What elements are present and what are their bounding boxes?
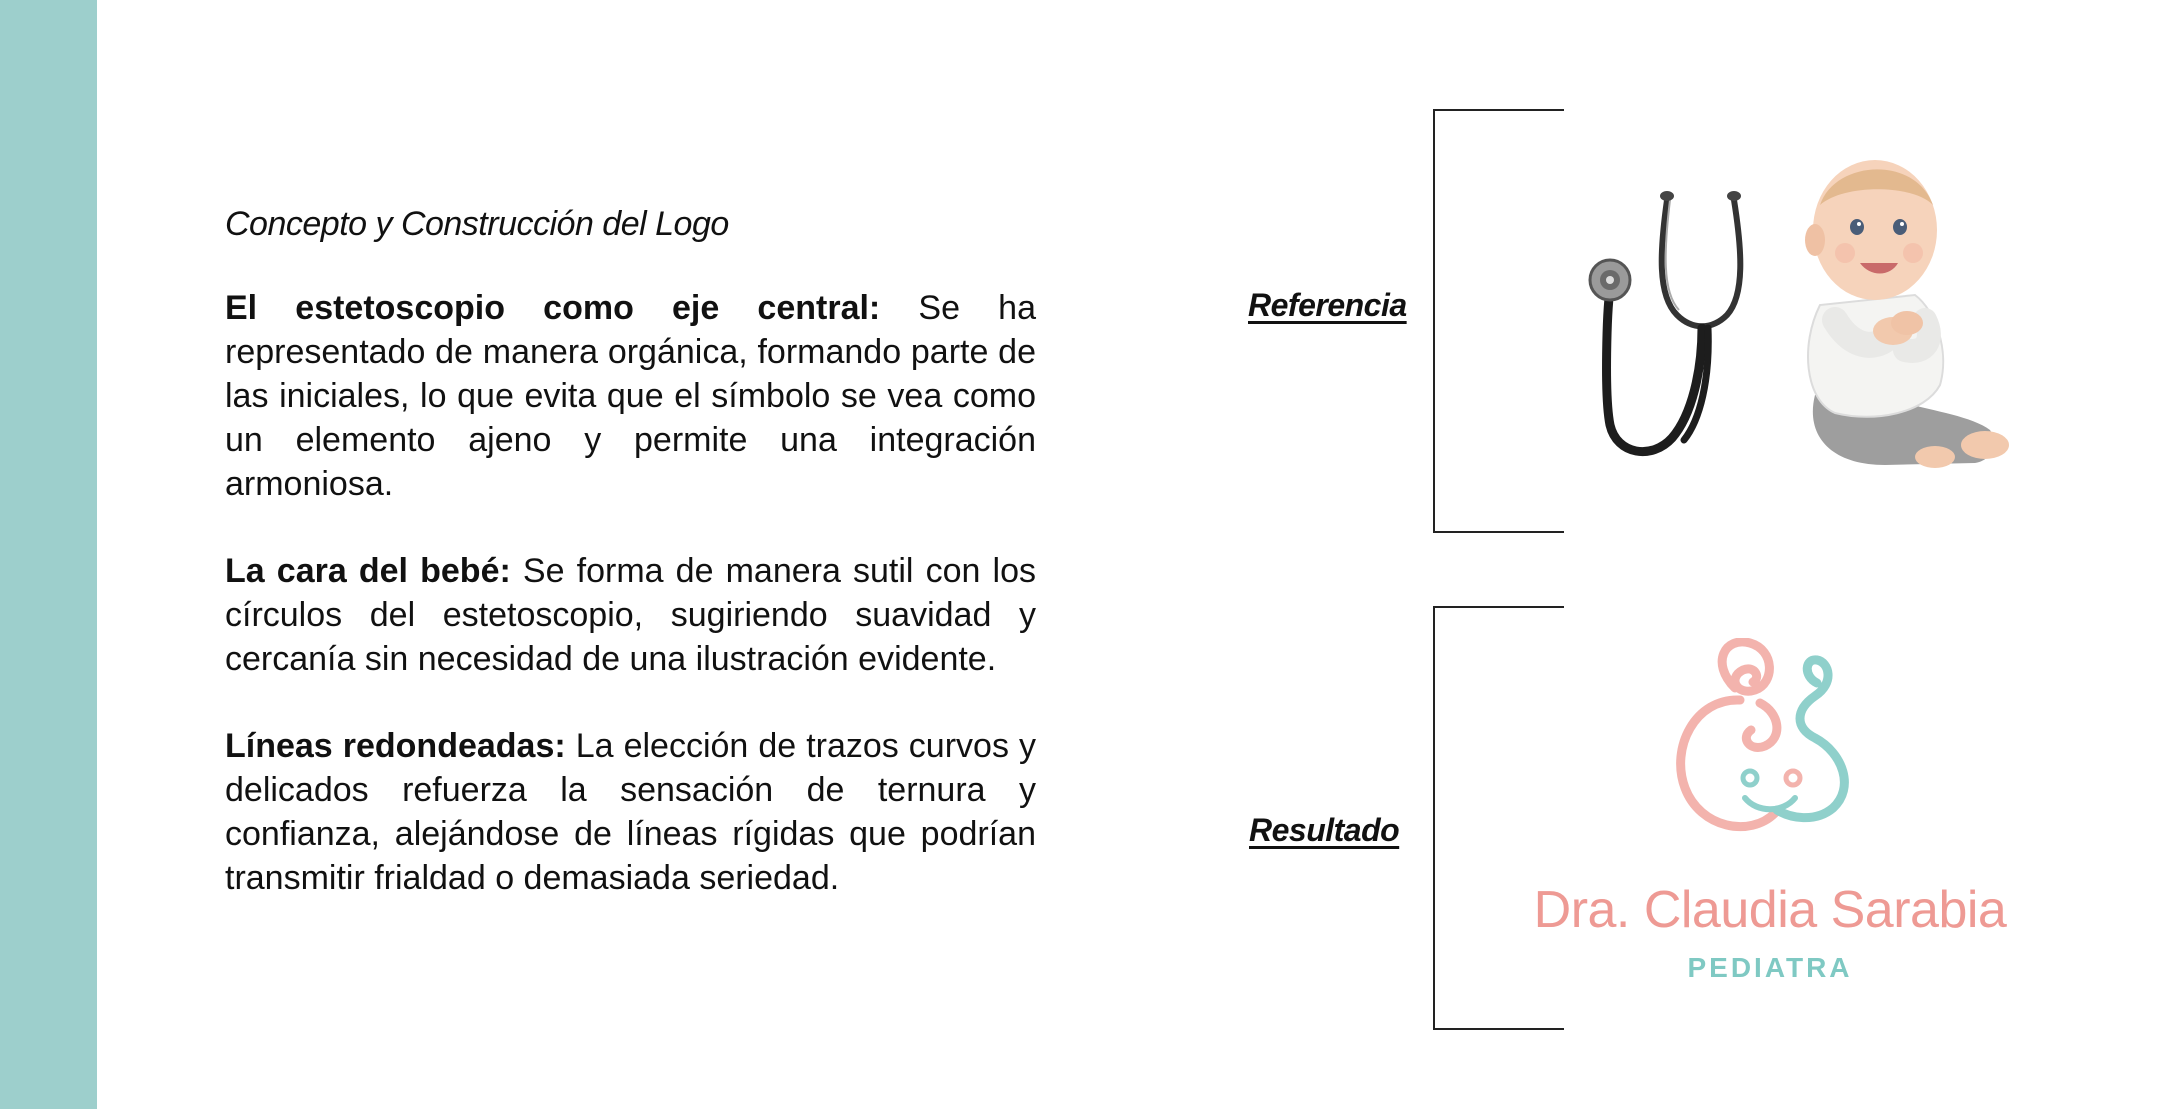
paragraph-body: La elección de trazos curvos y delicados refuerza la sensación de ternura y confianza, alejándose de líneas rígidas que podrían transmitir frialdad o demasiada seriedad. bbox=[225, 727, 1036, 897]
paragraph-baby-face bbox=[225, 549, 1036, 681]
paragraph-stethoscope bbox=[225, 286, 1036, 506]
side-accent-band bbox=[0, 0, 97, 1109]
paragraph-body: Se ha representado de manera orgánica, formando parte de las iniciales, lo que evita que el símbolo se vea como un elemento ajeno y permite una integración armoniosa. bbox=[225, 289, 1036, 503]
stethoscope-baby-logo-icon bbox=[1665, 638, 1880, 848]
result-label: Resultado bbox=[1249, 812, 1400, 848]
paragraph-rounded-lines bbox=[225, 724, 1036, 900]
stethoscope-icon bbox=[1582, 180, 1762, 480]
concept-title: Concepto y Construcción del Logo bbox=[225, 205, 729, 243]
baby-illustration bbox=[1775, 145, 2020, 480]
reference-label: Referencia bbox=[1248, 287, 1407, 323]
paragraph-heading: El estetoscopio como eje central: bbox=[225, 289, 881, 327]
reference-bracket bbox=[1433, 109, 1564, 533]
concept-text-column bbox=[225, 205, 1036, 943]
logo-subtitle: PEDIATRA bbox=[1687, 952, 1853, 983]
logo-name: Dra. Claudia Sarabia bbox=[1533, 881, 2007, 939]
paragraph-heading: Líneas redondeadas: bbox=[225, 727, 566, 765]
paragraph-heading: La cara del bebé: bbox=[225, 552, 511, 590]
paragraph-body: Se forma de manera sutil con los círculos del estetoscopio, sugiriendo suavidad y cercanía sin necesidad de una ilustración evidente. bbox=[225, 552, 1037, 678]
